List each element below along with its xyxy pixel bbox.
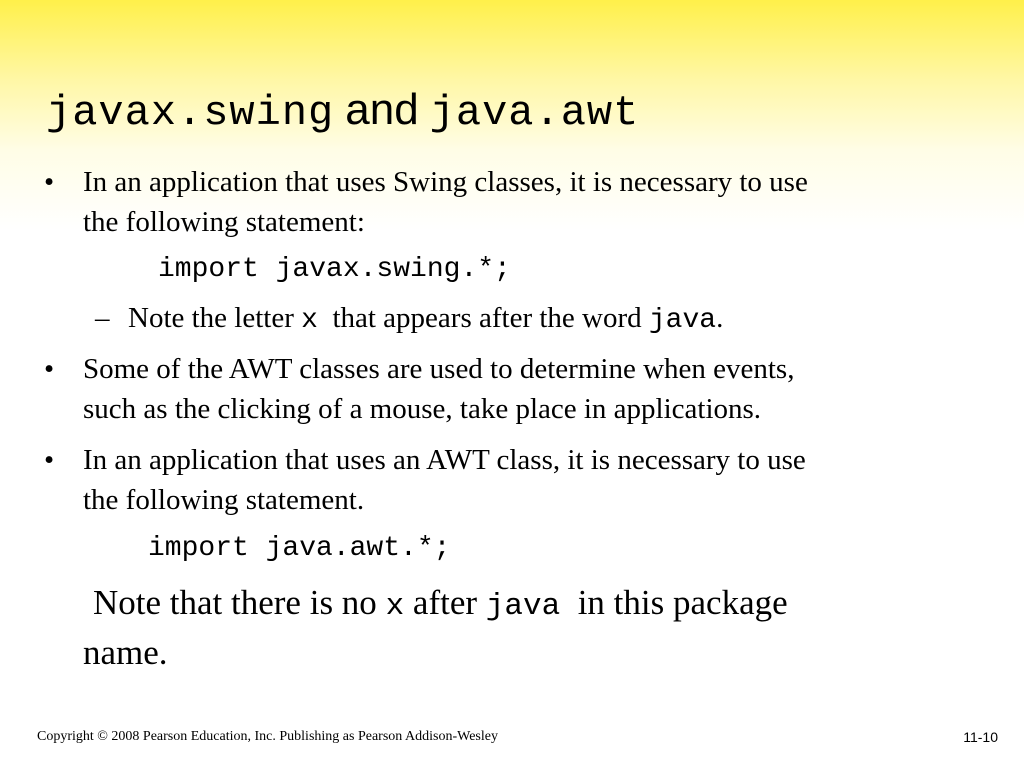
bullet-3-line-1: In an application that uses an AWT class, it is necessary to use — [83, 444, 806, 476]
code-import-swing: import javax.swing.*; — [158, 254, 511, 285]
sub-bullet-note — [128, 300, 723, 339]
note-suffix: in this package — [577, 583, 788, 622]
note-line-1 — [93, 581, 788, 629]
title-connector: and — [345, 85, 419, 134]
note-middle: after — [412, 583, 478, 622]
bullet-2-line-1: Some of the AWT classes are used to determine when events, — [83, 353, 795, 385]
sub-note-prefix: Note the letter — [128, 302, 294, 334]
bullet-marker: • — [44, 166, 55, 198]
sub-note-code-x: x — [301, 305, 318, 336]
bullet-1-line-2: the following statement: — [83, 206, 365, 238]
title-package-awt: java.awt — [429, 89, 640, 137]
note-line-2: name. — [83, 633, 168, 672]
footer-copyright: Copyright © 2008 Pearson Education, Inc. Publishing as Pearson Addison-Wesley — [37, 729, 498, 744]
bullet-marker: • — [44, 353, 55, 385]
note-code-java: java — [485, 589, 561, 624]
bullet-3-line-2: the following statement. — [83, 484, 365, 516]
note-code-x: x — [385, 589, 405, 624]
sub-note-middle: that appears after the word — [332, 302, 642, 334]
bullet-marker: • — [44, 444, 55, 476]
sub-note-suffix: . — [716, 302, 724, 334]
sub-bullet-marker: – — [95, 302, 110, 334]
slide-number: 11-10 — [963, 729, 998, 745]
bullet-2-line-2: such as the clicking of a mouse, take place in applications. — [83, 393, 762, 425]
bullet-1-line-1: In an application that uses Swing classes, it is necessary to use — [83, 166, 808, 198]
slide-title — [46, 80, 639, 143]
sub-note-code-java: java — [648, 305, 717, 336]
title-package-swing: javax.swing — [46, 89, 335, 137]
note-prefix: Note that there is no — [93, 583, 377, 622]
code-import-awt: import java.awt.*; — [148, 533, 451, 564]
